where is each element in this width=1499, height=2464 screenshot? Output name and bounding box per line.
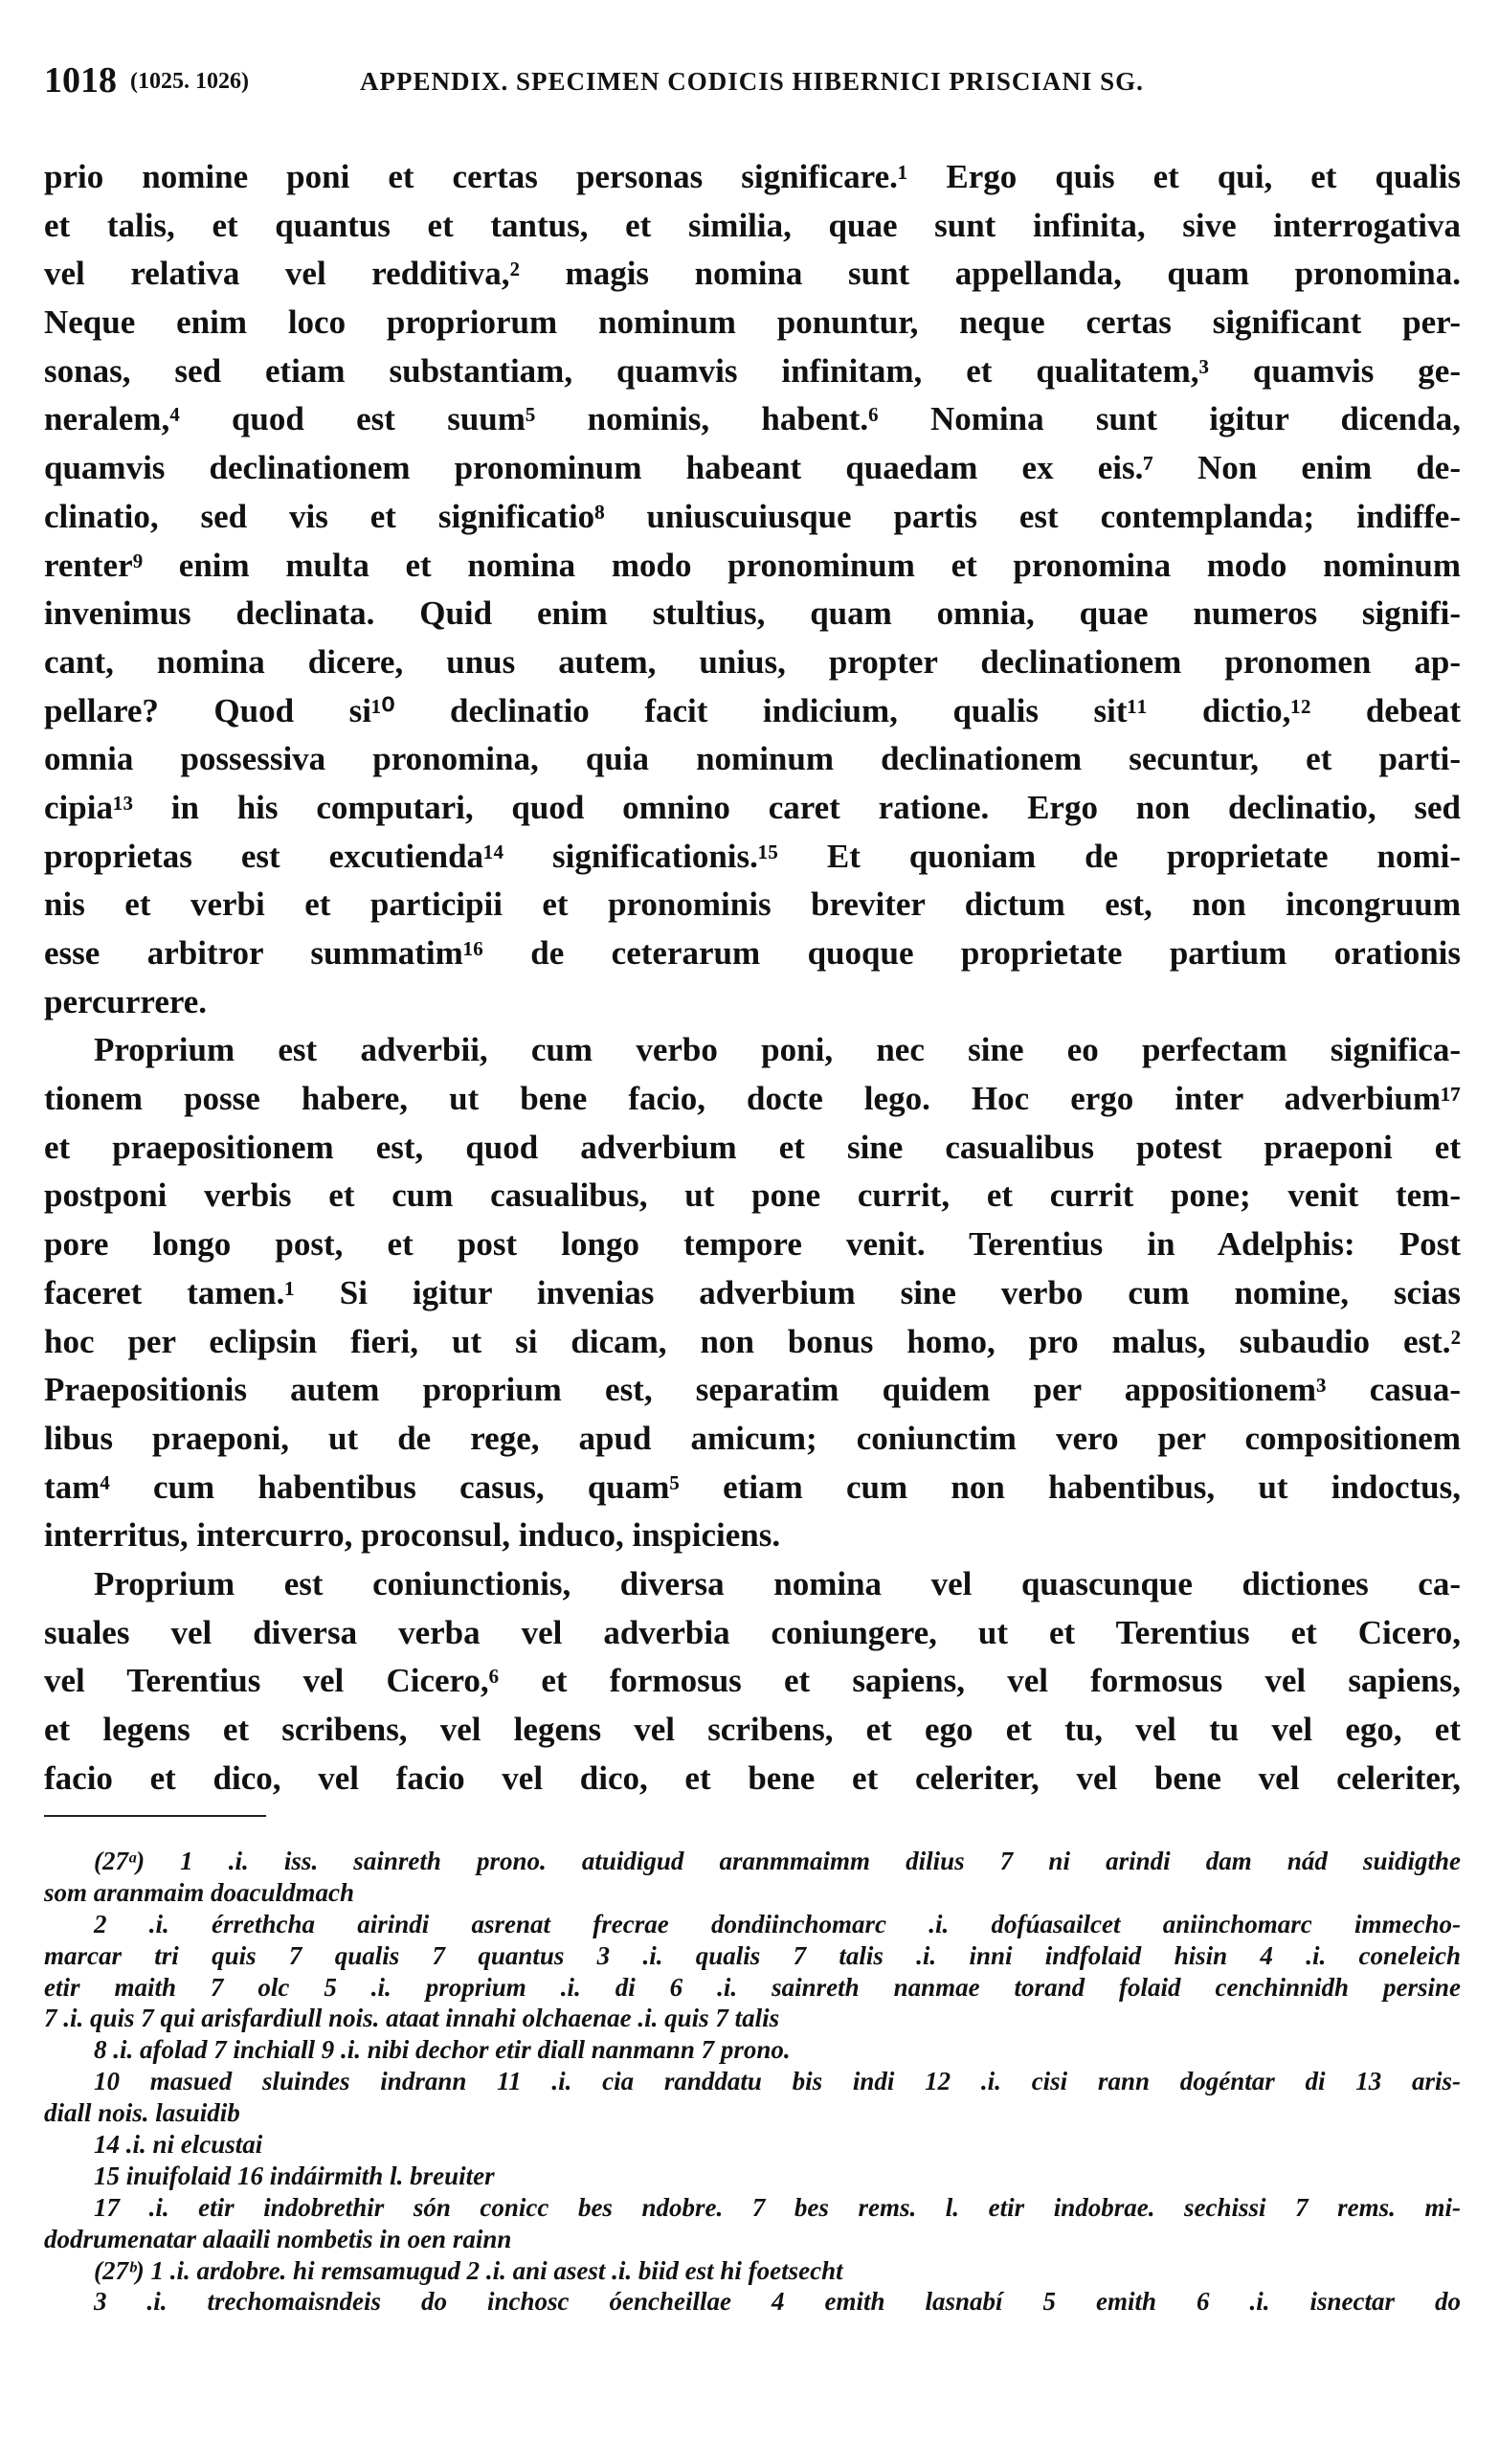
text-line: sonas, sed etiam substantiam, quamvis infinitam, et qualitatem,³ quamvis ge- xyxy=(44,351,1461,390)
page-number: 1018 xyxy=(44,60,117,101)
text-line: facio et dico, vel facio vel dico, et bene et celeriter, vel bene vel celeriter, xyxy=(44,1758,1461,1797)
text-line: tam⁴ cum habentibus casus, quam⁵ etiam cum non habentibus, ut indoctus, xyxy=(44,1467,1461,1506)
footnote-line: 17 .i. etir indobrethir són conicc bes ndobre. 7 bes rems. l. etir indobrae. sechissi 7 rems. mi- xyxy=(94,2192,1461,2222)
text-line: Proprium est adverbii, cum verbo poni, nec sine eo perfectam significa- xyxy=(94,1031,1461,1069)
text-line: postponi verbis et cum casualibus, ut pone currit, et currit pone; venit tem- xyxy=(44,1176,1461,1215)
text-line: tionem posse habere, ut bene facio, docte lego. Hoc ergo inter adverbium¹⁷ xyxy=(44,1080,1461,1118)
text-line: prio nomine poni et certas personas significare.¹ Ergo quis et qui, et qualis xyxy=(44,158,1461,195)
text-line: quamvis declinationem pronominum habeant quaedam ex eis.⁷ Non enim de- xyxy=(44,449,1461,487)
text-line: Praepositionis autem proprium est, separatim quidem per appositionem³ casua- xyxy=(44,1371,1461,1409)
running-title: APPENDIX. SPECIMEN CODICIS HIBERNICI PRISCIANI SG. xyxy=(360,67,1144,96)
text-line: pellare? Quod si¹⁰ declinatio facit indicium, qualis sit¹¹ dictio,¹² debeat xyxy=(44,691,1461,729)
text-line: proprietas est excutienda¹⁴ significationis.¹⁵ Et quoniam de proprietate nomi- xyxy=(44,837,1461,875)
text-line: neralem,⁴ quod est suum⁵ nominis, habent.⁶ Nomina sunt igitur dicenda, xyxy=(44,400,1461,438)
footnote-line: (27ᵃ) 1 .i. iss. sainreth prono. atuidigud aranmmaimm dilius 7 ni arindi dam nád suidigthe xyxy=(94,1847,1461,1875)
text-line: hoc per eclipsin fieri, ut si dicam, non bonus homo, pro malus, subaudio est.² xyxy=(44,1322,1461,1360)
footnotes xyxy=(44,1846,1461,2318)
footnote-line: som aranmaim doaculdmach xyxy=(44,1877,355,1907)
main-text xyxy=(44,153,1461,1803)
footnote-line: 3 .i. trechomaisndeis do inchosc óencheillae 4 emith lasnabí 5 emith 6 .i. isnectar do xyxy=(94,2287,1461,2317)
text-line: vel relativa vel redditiva,² magis nomina sunt appellanda, quam pronomina. xyxy=(44,255,1461,293)
footnote-line: 2 .i. érrethcha airindi asrenat frecrae dondiinchomarc .i. dofúasailcet aniinchomarc immecho- xyxy=(94,1909,1461,1938)
text-line: interritus, intercurro, proconsul, induco, inspiciens. xyxy=(44,1516,781,1555)
text-line: invenimus declinata. Quid enim stultius, quam omnia, quae numeros signifi- xyxy=(44,594,1461,633)
text-line: omnia possessiva pronomina, quia nominum declinationem secuntur, et parti- xyxy=(44,740,1461,778)
footnote-line: 7 .i. quis 7 qui arisfardiull nois. ataat innahi olchaenae .i. quis 7 talis xyxy=(44,2004,780,2033)
footnote-line: (27ᵇ) 1 .i. ardobre. hi remsamugud 2 .i. ani asest .i. biid est hi foetsecht xyxy=(94,2255,843,2285)
text-line: suales vel diversa verba vel adverbia coniungere, ut et Terentius et Cicero, xyxy=(44,1613,1461,1651)
footnote-line: diall nois. lasuidib xyxy=(44,2098,240,2128)
footnote-line: 8 .i. afolad 7 inchiall 9 .i. nibi dechor etir diall nanmann 7 prono. xyxy=(94,2035,791,2065)
text-line: cipia¹³ in his computari, quod omnino caret ratione. Ergo non declinatio, sed xyxy=(44,788,1461,826)
page-header xyxy=(44,59,1461,101)
text-line: pore longo post, et post longo tempore venit. Terentius in Adelphis: Post xyxy=(44,1225,1461,1264)
column-references: (1025. 1026) xyxy=(130,69,249,94)
footnote-line: 15 inuifolaid 16 indáirmith l. breuiter xyxy=(94,2161,495,2190)
text-line: vel Terentius vel Cicero,⁶ et formosus et sapiens, vel formosus vel sapiens, xyxy=(44,1662,1461,1700)
footnote-line: 14 .i. ni elcustai xyxy=(94,2130,263,2160)
footnote-line: marcar tri quis 7 qualis 7 quantus 3 .i. qualis 7 talis .i. inni indfolaid hisin 4 .i. coneleich xyxy=(44,1940,1461,1970)
footnote-divider xyxy=(44,1815,266,1817)
text-line: percurrere. xyxy=(44,982,208,1020)
text-line: nis et verbi et participii et pronominis breviter dictum est, non incongruum xyxy=(44,885,1461,924)
text-line: et talis, et quantus et tantus, et similia, quae sunt infinita, sive interrogativa xyxy=(44,206,1461,244)
text-line: Neque enim loco propriorum nominum ponuntur, neque certas significant per- xyxy=(44,303,1461,342)
text-line: et praepositionem est, quod adverbium et sine casualibus potest praeponi et xyxy=(44,1128,1461,1166)
footnote-line: 10 masued sluindes indrann 11 .i. cia randdatu bis indi 12 .i. cisi rann dogéntar di 13 aris- xyxy=(94,2067,1461,2096)
text-line: cant, nomina dicere, unus autem, unius, propter declinationem pronomen ap- xyxy=(44,642,1461,681)
text-line: renter⁹ enim multa et nomina modo pronominum et pronomina modo nominum xyxy=(44,546,1461,584)
text-line: libus praeponi, ut de rege, apud amicum; coniunctim vero per compositionem xyxy=(44,1419,1461,1457)
text-line: Proprium est coniunctionis, diversa nomina vel quascunque dictiones ca- xyxy=(94,1564,1461,1602)
footnote-line: dodrumenatar alaaili nombetis in oen rainn xyxy=(44,2224,512,2253)
text-line: faceret tamen.¹ Si igitur invenias adverbium sine verbo cum nomine, scias xyxy=(44,1273,1461,1311)
text-line: et legens et scribens, vel legens vel scribens, et ego et tu, vel tu vel ego, et xyxy=(44,1711,1461,1748)
text-line: esse arbitror summatim¹⁶ de ceterarum quoque proprietate partium orationis xyxy=(44,934,1461,972)
text-line: clinatio, sed vis et significatio⁸ uniuscuiusque partis est contemplanda; indiffe- xyxy=(44,497,1461,535)
footnote-line: etir maith 7 olc 5 .i. proprium .i. di 6 .i. sainreth nanmae torand folaid cenchinnidh persine xyxy=(44,1972,1461,2002)
